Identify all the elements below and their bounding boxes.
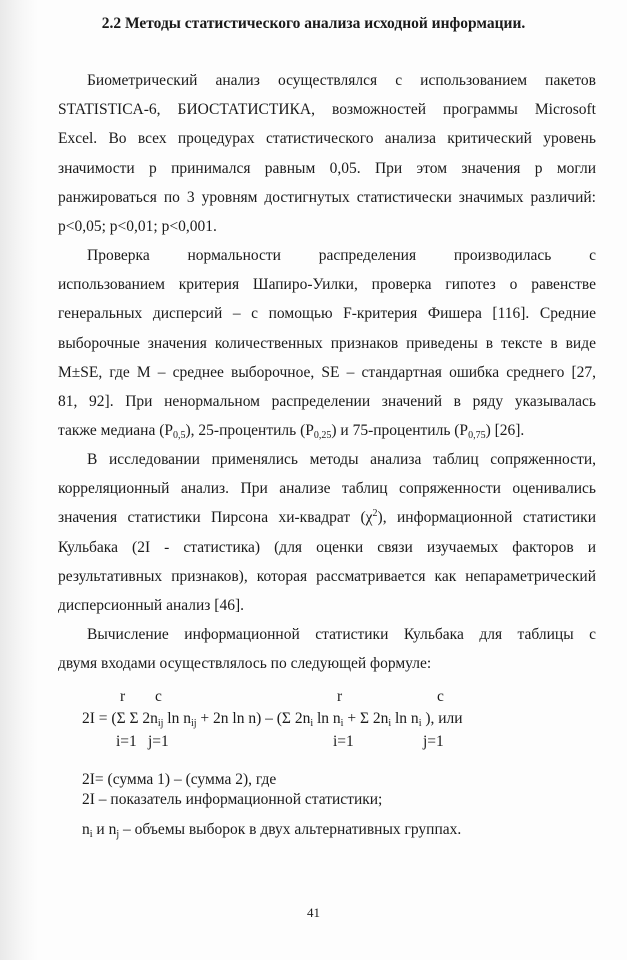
text-line: корреляционный анализ. При анализе таблиц сопряженности оценивались <box>58 480 596 498</box>
definition-samples: $n_i$ и $n_j$ – объемы выборок в двух альтернативных группах. <box>82 821 462 840</box>
text-line: использованием критерия Шапиро-Уилки, проверка гипотез о равенстве <box>58 276 596 294</box>
text-line: Проверка нормальности распределения производилась с <box>87 247 596 264</box>
text-line: выборочные значения количественных признаков приведены в тексте в виде <box>58 334 596 352</box>
limit-upper-c: c <box>155 688 162 705</box>
limit-upper-c: c <box>437 688 444 705</box>
text-line: р<0,05; р<0,01; р<0,001. <box>58 218 217 236</box>
text-line: генеральных дисперсий – с помощью F-критерия Фишера [116]. Средние <box>58 305 596 323</box>
text-line: STATISTICA-6, БИОСТАТИСТИКА, возможностей программы Microsoft <box>58 101 596 119</box>
text-line: двумя входами осуществлялось по следующей формуле: <box>58 655 432 673</box>
paragraph-contingency <box>58 445 596 620</box>
section-heading: 2.2 Методы статистического анализа исходной информации. <box>101 15 526 32</box>
paragraph-kullback <box>58 620 596 678</box>
text-line: ранжироваться по 3 уровням достигнутых статистически значимых различий: <box>58 188 596 206</box>
limit-lower-j: j=1 <box>148 733 169 750</box>
definition-2i: 2I= (сумма 1) – (сумма 2), где <box>82 771 277 788</box>
page-number: 41 <box>307 905 320 920</box>
text-line: В исследовании применялись методы анализа таблиц сопряженности, <box>87 451 596 468</box>
text-line: Кульбака (2I - статистика) (для оценки связи изучаемых факторов и <box>58 538 596 556</box>
text-line: Биометрический анализ осуществлялся с использованием пакетов <box>87 72 596 89</box>
text-line: значимости р принимался равным 0,05. При этом значения р могли <box>58 159 596 177</box>
formula-main-line: 2I = (Σ Σ $2n_{ij}$ $\ln n_{ij} + 2n$ ln n) – (Σ $2n_i$ $\ln n_i + \Sigma$ $2n_i$ $\ln n_i$ ), или <box>82 710 463 729</box>
text-line: Вычисление информационной статистики Кульбака для таблицы с <box>87 626 596 643</box>
paragraph-biometric <box>58 66 596 241</box>
limit-upper-r: r <box>337 688 343 705</box>
text-line-chi-square: значения статистики Пирсона хи-квадрат $(\chi^2)$, информационной статистики <box>58 508 596 527</box>
limit-lower-i: i=1 <box>116 733 137 750</box>
limit-lower-i: i=1 <box>333 733 354 750</box>
text-line: Excel. Во всех процедурах статистического анализа критический уровень <box>58 130 596 148</box>
limit-upper-r: r <box>120 688 126 705</box>
text-line: 81, 92]. При ненормальном распределении значений в ряду указывалась <box>58 393 596 411</box>
paragraph-normality <box>58 241 596 445</box>
text-line: дисперсионный анализ [46]. <box>58 597 244 615</box>
text-line: результативных признаков), которая рассматривается как непараметрический <box>58 567 596 585</box>
text-line: M±SE, где М – среднее выборочное, SE – стандартная ошибка среднего [27, <box>58 363 596 381</box>
scan-edge-shadow <box>0 0 38 960</box>
limit-lower-j: j=1 <box>423 733 444 750</box>
definition-indicator: 2I – показатель информационной статистики; <box>82 791 383 808</box>
text-line-percentiles: также медиана $(P_{0,5})$, 25-процентиль $(P_{0,25})$ и 75-процентиль $(P_{0,75})$ [26]. <box>58 422 525 442</box>
